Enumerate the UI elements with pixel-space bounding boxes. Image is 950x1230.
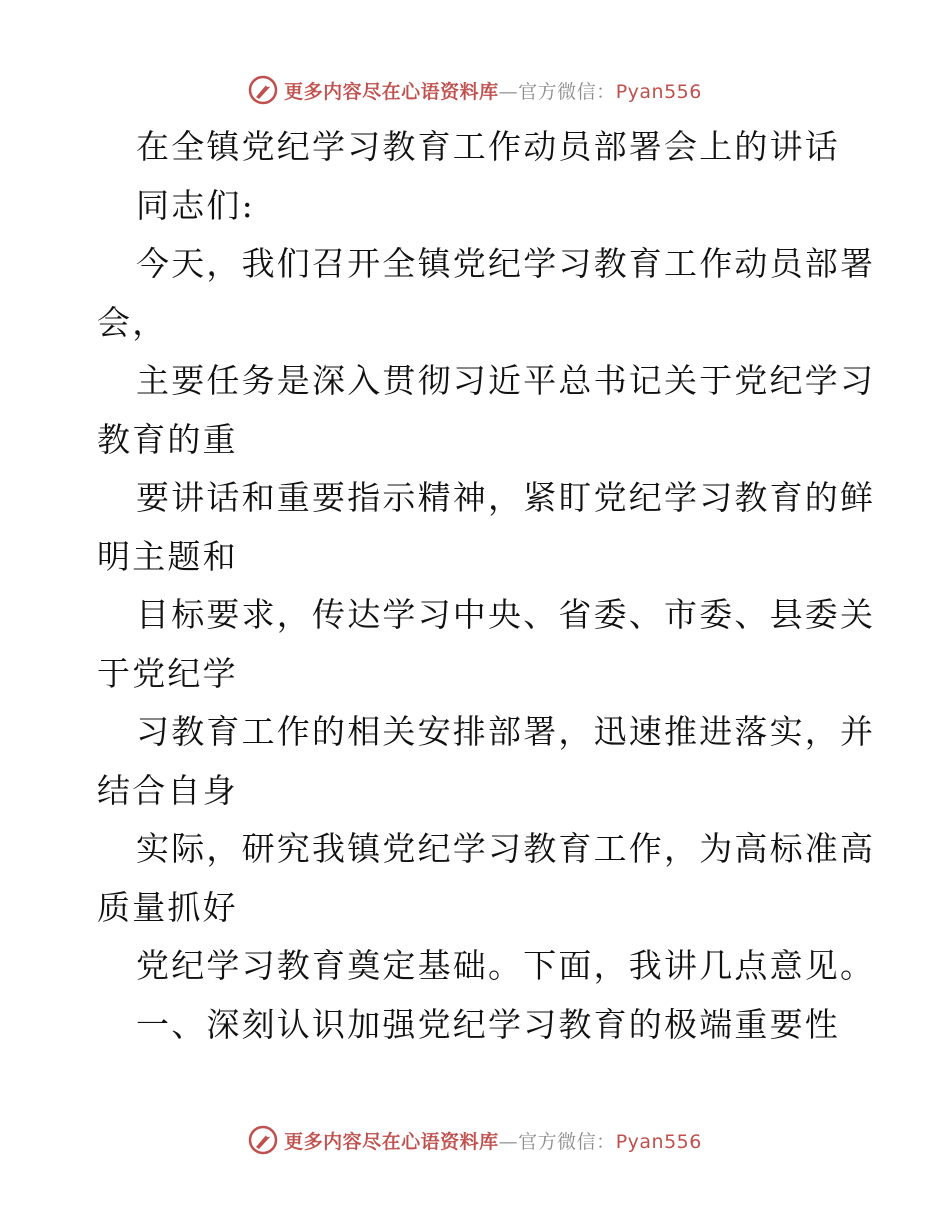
paragraph-line: 党纪学习教育奠定基础。下面，我讲几点意见。: [136, 946, 876, 985]
footer-watermark: [0, 1120, 950, 1160]
paragraph-line: 结合自身: [97, 770, 238, 810]
document-title: 在全镇党纪学习教育工作动员部署会上的讲话: [136, 127, 840, 166]
header-watermark: [0, 70, 950, 110]
watermark-wechat-label: 官方微信：: [518, 1130, 616, 1153]
pen-nib-logo-icon: [248, 1125, 278, 1155]
paragraph-line: 明主题和: [97, 536, 238, 576]
paragraph-line: 主要任务是深入贯彻习近平总书记关于党纪学习: [136, 361, 876, 400]
watermark-wechat-id: Pyan556: [615, 1130, 702, 1153]
watermark-separator: —: [498, 1130, 519, 1153]
pen-nib-logo-icon: [248, 75, 278, 105]
paragraph-line: 会，: [97, 302, 168, 342]
paragraph-line: 实际，研究我镇党纪学习教育工作，为高标准高: [136, 829, 876, 868]
paragraph-line: 同志们:: [136, 185, 255, 225]
paragraph-line: 教育的重: [97, 419, 238, 459]
paragraph-line: 质量抓好: [97, 887, 238, 927]
paragraph-line: 目标要求，传达学习中央、省委、市委、县委关: [136, 595, 876, 634]
watermark-brand: 更多内容尽在心语资料库: [284, 80, 499, 103]
paragraph-line: 一、深刻认识加强党纪学习教育的极端重要性: [136, 1004, 840, 1044]
paragraph-line: 于党纪学: [97, 653, 238, 693]
watermark-wechat-id: Pyan556: [615, 80, 702, 103]
paragraph-line: 习教育工作的相关安排部署，迅速推进落实，并: [136, 712, 876, 751]
paragraph-line: 要讲话和重要指示精神，紧盯党纪学习教育的鲜: [136, 478, 876, 517]
document-body: [97, 118, 876, 1054]
watermark-wechat-label: 官方微信：: [518, 80, 616, 103]
watermark-brand: 更多内容尽在心语资料库: [284, 1130, 499, 1153]
paragraph-line: 今天，我们召开全镇党纪学习教育工作动员部署: [136, 244, 876, 283]
watermark-separator: —: [498, 80, 519, 103]
